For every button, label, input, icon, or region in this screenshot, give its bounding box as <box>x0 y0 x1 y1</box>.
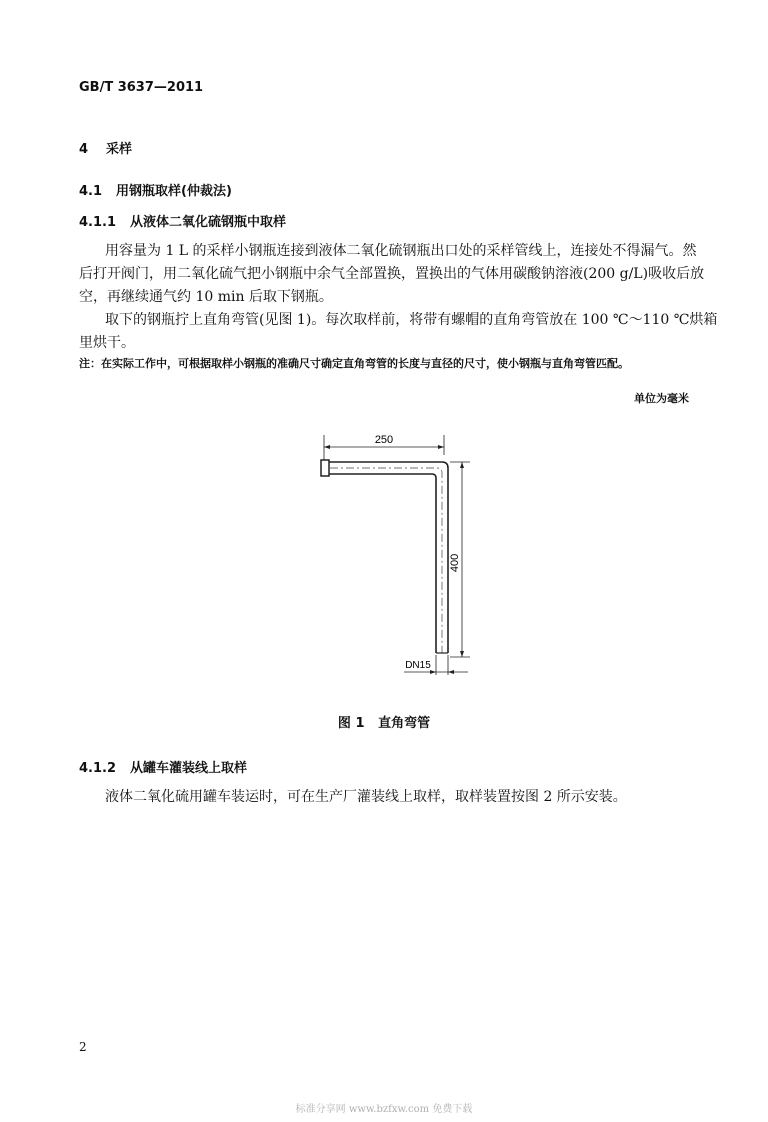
section-number: 4 <box>79 142 89 157</box>
section-title: 从液体二氧化硫钢瓶中取样 <box>130 215 287 230</box>
arrow-head <box>460 651 464 657</box>
paragraph-line: 里烘干。 <box>79 335 135 351</box>
section-title: 采样 <box>106 142 133 157</box>
paragraph-line: 液体二氧化硫用罐车装运时，可在生产厂灌装线上取样，取样装置按图 2 所示安装。 <box>105 789 627 805</box>
note: 注：在实际工作中，可根据取样小钢瓶的准确尺寸确定直角弯管的长度与直径的尺寸，使小钢瓶与直角弯管匹配。 <box>79 357 629 370</box>
arrow-head <box>430 670 436 674</box>
section-4-1-1-heading <box>79 211 286 230</box>
section-number: 4.1.2 <box>79 761 117 776</box>
paragraph-line: 用容量为 1 L 的采样小钢瓶连接到液体二氧化硫钢瓶出口处的采样管线上，连接处不得漏气。然 <box>105 243 697 259</box>
section-title: 用钢瓶取样(仲裁法) <box>116 184 232 199</box>
paragraph-line: 取下的钢瓶拧上直角弯管(见图 1)。每次取样前，将带有螺帽的直角弯管放在 100 ℃～110 ℃烘箱 <box>105 312 718 328</box>
section-title: 从罐车灌装线上取样 <box>130 761 248 776</box>
dimension-label-horizontal: 250 <box>374 434 394 446</box>
pipe-inner-wall <box>329 474 436 653</box>
unit-note: 单位为毫米 <box>634 392 689 405</box>
figure-1-caption: 图 1 直角弯管 <box>337 716 431 731</box>
paragraph-line: 空，再继续通气约 10 min 后取下钢瓶。 <box>79 289 333 305</box>
section-4-1-2-heading <box>79 757 247 776</box>
arrow-head <box>438 445 444 449</box>
arrow-head <box>324 445 330 449</box>
nut <box>321 460 329 476</box>
dimension-label-vertical: 400 <box>449 553 461 573</box>
arrow-head <box>448 670 454 674</box>
watermark: 标准分享网 www.bzfxw.com 免费下载 <box>295 1104 473 1115</box>
dimension-label-diameter: DN15 <box>405 660 431 671</box>
pipe-centerline <box>330 468 442 653</box>
section-4-heading <box>79 138 132 157</box>
page-number: 2 <box>79 1040 87 1054</box>
section-number: 4.1 <box>79 184 103 199</box>
paragraph-line: 后打开阀门，用二氧化硫气把小钢瓶中余气全部置换，置换出的气体用碳酸钠溶液(200 g/L)吸收后放 <box>79 266 705 282</box>
section-4-1-heading <box>79 180 232 199</box>
standard-number: GB/T 3637—2011 <box>79 80 204 95</box>
section-number: 4.1.1 <box>79 215 117 230</box>
pipe-outer-wall <box>329 462 448 653</box>
figure-1-drawing <box>300 425 480 685</box>
arrow-head <box>460 462 464 468</box>
